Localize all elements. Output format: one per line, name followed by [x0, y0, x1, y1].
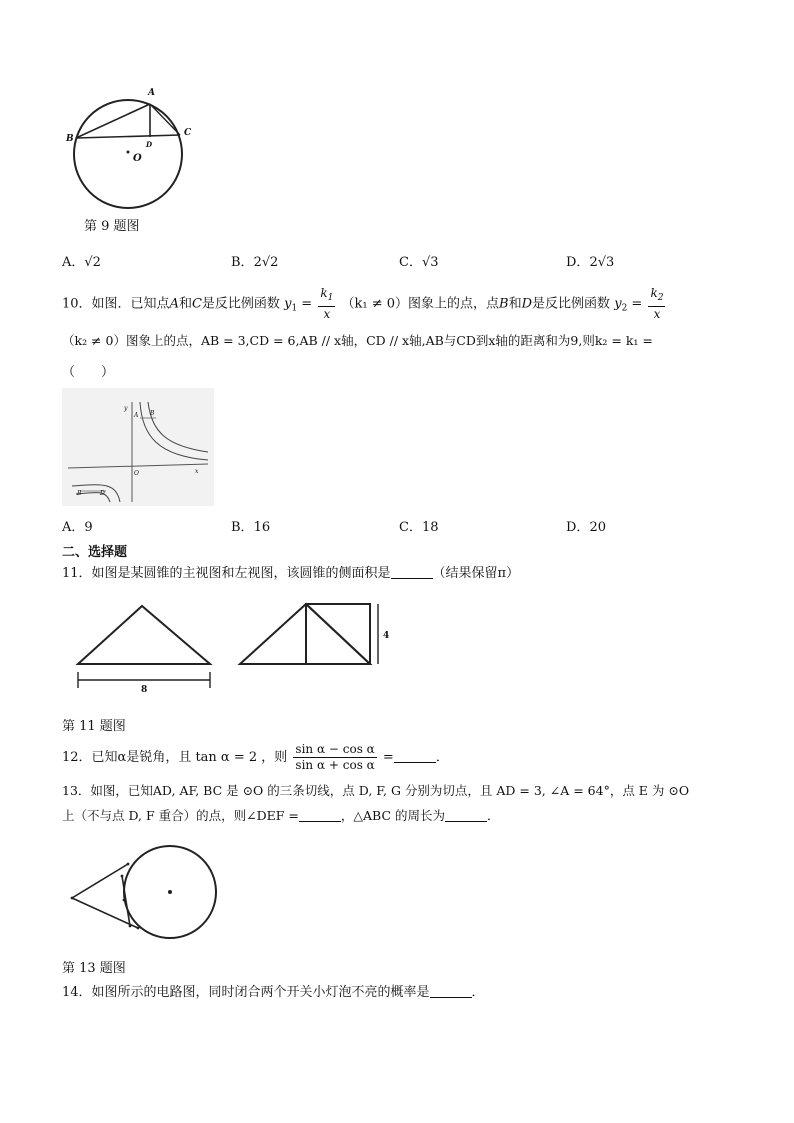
q10-option-b-value: 16 [253, 520, 271, 535]
q11-figure-caption: 第 11 题图 [62, 719, 126, 734]
q9-circle-figure [62, 82, 192, 212]
q10-text-a: 如图．已知点 [91, 296, 170, 312]
q10-graph-x: x [195, 468, 199, 475]
q11-text: 11．如图是某圆锥的主视图和左视图，该圆锥的侧面积是 [62, 566, 391, 581]
segment-ba [76, 104, 150, 138]
q10-graph-lower-d: D [100, 490, 105, 497]
q9-label-a: A [148, 88, 155, 98]
circle-o [74, 100, 182, 208]
q9-option-a[interactable] [62, 251, 101, 270]
segment-ac [150, 104, 180, 135]
q9-option-d-value: 2√3 [589, 255, 615, 270]
q12-end: ． [435, 750, 449, 765]
q9-label-d: D [146, 140, 153, 149]
q10-line2: （k₂ ≠ 0）图象上的点，AB = 3,CD = 6,AB // x轴，CD // x轴,AB与CD到x轴的距离和为9,则k₂ = k₁ = [62, 333, 653, 348]
q10-graph-o: O [134, 470, 139, 477]
q10-option-c-value: 18 [421, 520, 439, 535]
front-view-triangle [78, 606, 210, 664]
q14-answer-blank[interactable] [430, 985, 472, 998]
q10-hyperbola-graph [62, 388, 214, 506]
q13-tangent-figure [62, 836, 222, 946]
tangent-ad [72, 864, 128, 898]
q9-option-b-letter: B． [231, 255, 254, 270]
q10-option-a-letter: A． [62, 520, 85, 535]
q10-graph-lower-b: B [77, 490, 82, 497]
q9-option-d[interactable] [566, 251, 614, 270]
q14-text: 14．如图所示的电路图，同时闭合两个开关小灯泡不亮的概率是 [62, 985, 430, 1000]
q10-option-d-letter: D． [566, 520, 590, 535]
q9-label-c: C [184, 128, 192, 138]
q10-text-c: 是反比例函数 [532, 296, 611, 312]
q10-number: 10． [62, 296, 92, 312]
q9-option-a-value: √2 [84, 255, 101, 270]
q13-answer-blank-perimeter[interactable] [445, 809, 487, 822]
center-dot [168, 890, 172, 894]
q10-y2: y [614, 296, 622, 312]
q10-point-b: B [499, 296, 509, 312]
q10-option-c[interactable] [399, 516, 439, 535]
q10-point-c: C [191, 296, 202, 312]
q9-option-b[interactable] [231, 251, 278, 270]
q13-line2b: ，△ABC 的周长为 [340, 808, 445, 823]
q9-option-a-letter: A． [62, 255, 85, 270]
q11-front-view [70, 600, 220, 692]
center-dot [127, 151, 130, 154]
q11-tail: （结果保留π） [432, 566, 520, 581]
q12-denominator: sin α + cos α [295, 758, 375, 772]
q10-graph-y: y [124, 405, 128, 412]
q10-fraction-1: $\frac{k_1}{x}$ [320, 286, 334, 321]
q9-option-b-value: 2√2 [253, 255, 279, 270]
q10-option-a[interactable] [62, 516, 93, 535]
chord-bc [76, 135, 180, 138]
q12-answer-blank[interactable] [394, 750, 436, 763]
q13-line2a: 上（不与点 D, F 重合）的点，则∠DEF = [62, 808, 299, 823]
q11-dim-bottom-label: 8 [141, 685, 148, 695]
q9-option-c[interactable] [399, 251, 439, 270]
q10-and: 和 [178, 296, 192, 312]
q10-frac1-num: k [320, 286, 328, 300]
q10-graph-a: A [134, 412, 139, 419]
q11-dim-right-label: 4 [383, 631, 390, 641]
q10-line1: 10．如图．已知点A和C是反比例函数 $y_1$ = $\frac{k_1}{x}$ （k₁ ≠ 0）图象上的点，点B和D是反比例函数 $y_2$ = $\frac{k_2}{x}$ [62, 286, 664, 321]
q12-line [62, 742, 449, 773]
q12-pre: 12．已知α是锐角，且 tan α = 2 ，则 [62, 750, 288, 765]
q10-y1: y [284, 296, 292, 312]
q9-figure-caption: 第 9 题图 [84, 219, 140, 234]
q9-option-d-letter: D． [566, 255, 590, 270]
q11-side-view [236, 600, 396, 670]
q9-label-o: O [133, 153, 142, 164]
section-heading: 二、选择题 [62, 545, 128, 560]
q10-point-a: A [169, 296, 179, 312]
q9-label-b: B [66, 134, 74, 144]
q13-line2c: ． [487, 808, 500, 823]
q10-line3: （ ） [62, 365, 115, 380]
q10-frac2-den: x [653, 307, 661, 321]
q9-option-c-letter: C． [399, 255, 422, 270]
q11-answer-blank[interactable] [391, 566, 433, 579]
q10-option-b[interactable] [231, 516, 270, 535]
q10-point-d: D [521, 296, 533, 312]
q10-cond1: （k₁ ≠ 0）图象上的点，点 [341, 296, 500, 312]
q10-text-b: 是反比例函数 [201, 296, 280, 312]
q13-figure-caption: 第 13 题图 [62, 961, 126, 976]
q13-line2 [62, 806, 500, 826]
q10-fraction-2: $\frac{k_2}{x}$ [650, 286, 664, 321]
q13-answer-blank-angle[interactable] [299, 809, 341, 822]
q10-frac2-num: k [650, 286, 658, 300]
q11-line [62, 564, 519, 584]
q10-and2: 和 [508, 296, 522, 312]
q13-line1: 13．如图，已知AD, AF, BC 是 ⊙O 的三条切线，点 D, F, G 分别为切点，且 AD = 3, ∠A = 64°，点 E 为 ⊙O [62, 783, 690, 798]
q9-option-c-value: √3 [421, 255, 439, 270]
side-view-diagonal [306, 604, 370, 664]
q12-equals: = [382, 750, 394, 765]
q10-frac1-den: x [323, 307, 331, 321]
q10-option-a-value: 9 [84, 520, 93, 535]
q10-graph-b: B [150, 410, 155, 417]
q10-option-d[interactable] [566, 516, 606, 535]
q10-option-d-value: 20 [589, 520, 606, 535]
q10-option-b-letter: B． [231, 520, 254, 535]
q10-option-c-letter: C． [399, 520, 422, 535]
q14-line [62, 983, 485, 1003]
q12-numerator: sin α − cos α [295, 742, 375, 756]
q14-end: ． [471, 985, 485, 1000]
q12-fraction [293, 742, 376, 773]
